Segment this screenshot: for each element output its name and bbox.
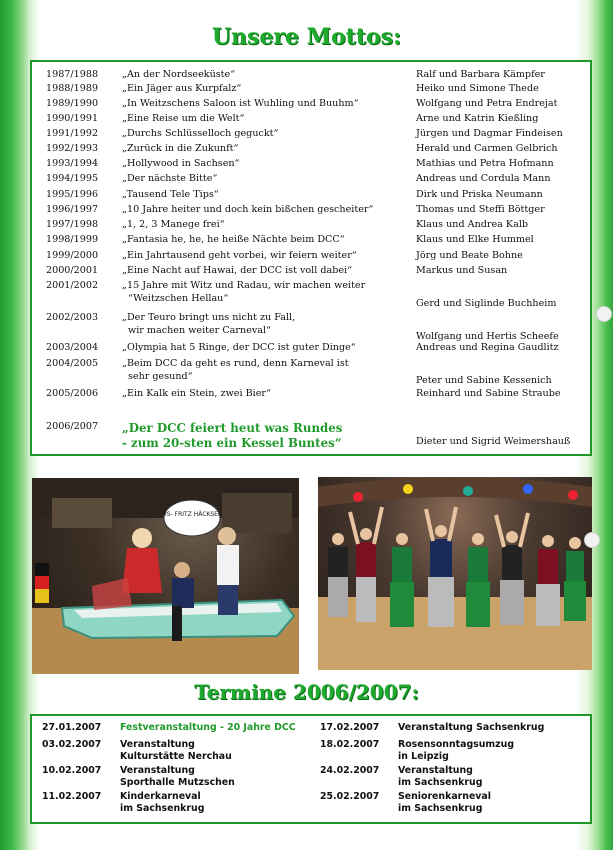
event-title: Veranstaltung Sachsenkrug	[398, 722, 545, 733]
motto-text-line2: “Weitzschen Hellau“	[128, 293, 229, 304]
motto-text: „Eine Reise um die Welt“	[122, 113, 245, 124]
motto-year: 2006/2007	[46, 421, 99, 432]
motto-names: Dirk und Priska Neumann	[416, 189, 543, 200]
event-title: Kinderkarneval	[120, 791, 201, 802]
mottos-title: Unsere Mottos:	[211, 24, 402, 50]
motto-year: 1991/1992	[46, 128, 99, 139]
motto-text: „Beim DCC da geht es rund, denn Karneval ist	[122, 358, 349, 369]
motto-names: Klaus und Elke Hummel	[416, 234, 534, 245]
event-date: 10.02.2007	[42, 765, 102, 776]
event-entry	[320, 791, 550, 815]
motto-year: 1989/1990	[46, 98, 99, 109]
punch-hole	[596, 306, 612, 322]
motto-year: 1997/1998	[46, 219, 99, 230]
motto-row	[32, 388, 590, 418]
motto-text-line2: wir machen weiter Carneval“	[128, 325, 271, 336]
motto-text: „10 Jahre heiter und doch kein bißchen gescheiter“	[122, 204, 374, 215]
motto-year: 2000/2001	[46, 265, 99, 276]
motto-text: „Tausend Tele Tips“	[122, 189, 219, 200]
event-title: Seniorenkarneval	[398, 791, 491, 802]
mottos-table	[30, 60, 592, 456]
punch-hole	[584, 532, 600, 548]
event-location: Kulturstätte Nerchau	[120, 750, 232, 762]
motto-names: Wolfgang und Petra Endrejat	[416, 98, 558, 109]
event-title: Veranstaltung	[120, 739, 195, 750]
motto-year: 2004/2005	[46, 358, 99, 369]
motto-year: 1998/1999	[46, 234, 99, 245]
motto-year: 2005/2006	[46, 388, 99, 399]
event-location: in Leipzig	[398, 750, 449, 762]
motto-names: Heiko und Simone Thede	[416, 83, 539, 94]
event-entry	[320, 765, 550, 789]
event-date: 27.01.2007	[42, 722, 102, 733]
motto-names: Mathias und Petra Hofmann	[416, 158, 554, 169]
event-entry	[320, 739, 550, 763]
event-entry	[42, 791, 272, 815]
motto-names: Andreas und Cordula Mann	[416, 173, 551, 184]
motto-text: „In Weitzschens Saloon ist Wuhling und Buuhm“	[122, 98, 359, 109]
motto-text: „Ein Kalk ein Stein, zwei Bier“	[122, 388, 271, 399]
motto-names: Thomas und Steffi Böttger	[416, 204, 545, 215]
motto-text: „Der Teuro bringt uns nicht zu Fall,	[122, 312, 296, 323]
motto-text: „15 Jahre mit Witz und Radau, wir machen weiter	[122, 280, 366, 291]
event-date: 11.02.2007	[42, 791, 102, 802]
motto-text: „Hollywood in Sachsen“	[122, 158, 240, 169]
event-location: im Sachsenkrug	[120, 802, 205, 814]
motto-names: Wolfgang und Hertis Scheefe	[416, 331, 559, 342]
dancers-photo	[318, 477, 592, 670]
event-title: Veranstaltung	[398, 765, 473, 776]
motto-text: „Der nächste Bitte“	[122, 173, 218, 184]
event-date: 24.02.2007	[320, 765, 380, 776]
motto-text: „Eine Nacht auf Hawai, der DCC ist voll dabei“	[122, 265, 353, 276]
motto-year: 1996/1997	[46, 204, 99, 215]
motto-year: 1994/1995	[46, 173, 99, 184]
event-title: Festveranstaltung - 20 Jahre DCC	[120, 722, 296, 733]
boat-scene-illustration	[32, 478, 299, 674]
event-location: im Sachsenkrug	[398, 776, 483, 788]
motto-row	[32, 280, 590, 310]
motto-year: 2002/2003	[46, 312, 99, 323]
motto-text: „Der DCC feiert heut was Rundes	[122, 421, 343, 435]
motto-names: Arne und Katrin Kießling	[416, 113, 539, 124]
motto-names: Markus und Susan	[416, 265, 508, 276]
motto-names: Ralf und Barbara Kämpfer	[416, 69, 545, 80]
motto-row	[32, 358, 590, 388]
motto-year: 1988/1989	[46, 83, 99, 94]
event-date: 17.02.2007	[320, 722, 380, 733]
event-entry	[42, 739, 272, 763]
motto-names: Dieter und Sigrid Weimershauß	[416, 436, 571, 447]
motto-text: „Olympia hat 5 Ringe, der DCC ist guter Dinge“	[122, 342, 356, 353]
motto-text: „Ein Jäger aus Kurpfalz“	[122, 83, 242, 94]
event-date: 03.02.2007	[42, 739, 102, 750]
motto-names: Andreas und Regina Gaudlitz	[416, 342, 559, 353]
motto-names: Herald und Carmen Gelbrich	[416, 143, 558, 154]
motto-text: „Fantasia he, he, he heiße Nächte beim DCC“	[122, 234, 345, 245]
event-entry	[42, 765, 272, 789]
motto-row	[32, 312, 590, 342]
motto-row	[32, 421, 590, 451]
termine-table	[30, 714, 592, 824]
motto-text: „Zurück in die Zukunft“	[122, 143, 239, 154]
motto-names: Jürgen und Dagmar Findeisen	[416, 128, 563, 139]
motto-names: Peter und Sabine Kessenich	[416, 375, 552, 386]
motto-year: 1999/2000	[46, 250, 99, 261]
boat-costume-photo	[32, 478, 299, 674]
motto-text: „Ein Jahrtausend geht vorbei, wir feiern weiter“	[122, 250, 357, 261]
motto-year: 1992/1993	[46, 143, 99, 154]
motto-text: „1, 2, 3 Manege frei“	[122, 219, 225, 230]
motto-text-line2: sehr gesund“	[128, 371, 193, 382]
motto-year: 1993/1994	[46, 158, 99, 169]
event-title: Veranstaltung	[120, 765, 195, 776]
boat-sign-text: MS- FRITZ HÄCKSEN	[161, 511, 223, 518]
motto-names: Jörg und Beate Bohne	[416, 250, 523, 261]
motto-text: „Durchs Schlüsselloch geguckt“	[122, 128, 279, 139]
motto-names: Klaus und Andrea Kalb	[416, 219, 529, 230]
event-location: Sporthalle Mutzschen	[120, 776, 235, 788]
motto-text: „An der Nordseeküste“	[122, 69, 236, 80]
motto-year: 2001/2002	[46, 280, 99, 291]
dance-scene-illustration	[318, 477, 592, 670]
event-title: Rosensonntagsumzug	[398, 739, 515, 750]
event-date: 18.02.2007	[320, 739, 380, 750]
motto-year: 1987/1988	[46, 69, 99, 80]
event-location: im Sachsenkrug	[398, 802, 483, 814]
motto-names: Reinhard und Sabine Straube	[416, 388, 561, 399]
motto-year: 1990/1991	[46, 113, 99, 124]
termine-title: Termine 2006/2007:	[194, 680, 419, 704]
motto-text-line2: - zum 20-sten ein Kessel Buntes“	[122, 436, 342, 450]
motto-year: 2003/2004	[46, 342, 99, 353]
motto-names: Gerd und Siglinde Buchheim	[416, 298, 557, 309]
motto-year: 1995/1996	[46, 189, 99, 200]
event-date: 25.02.2007	[320, 791, 380, 802]
